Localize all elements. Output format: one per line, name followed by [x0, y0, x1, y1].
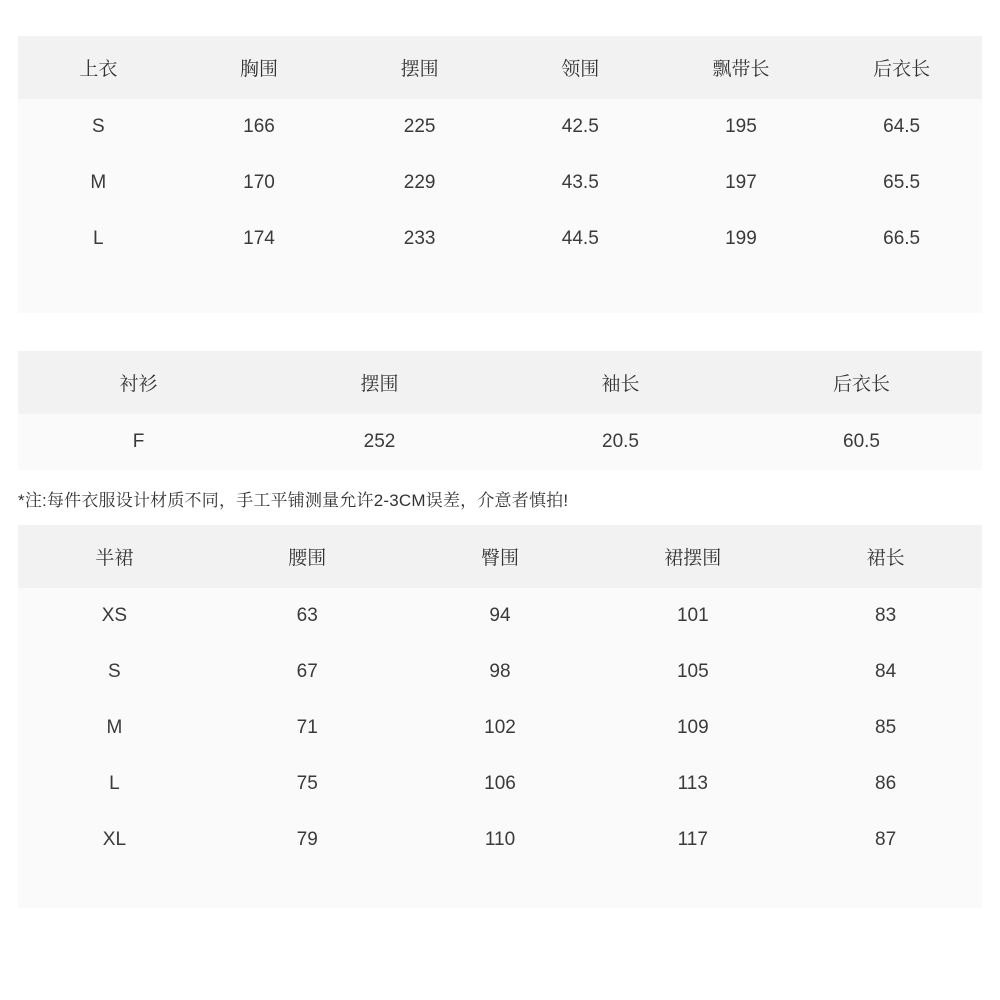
- table-cell-size: XS: [18, 588, 211, 644]
- table-body-top-garment: [18, 99, 982, 267]
- table-cell: 84: [789, 644, 982, 700]
- table-header-row: [18, 351, 982, 414]
- table-cell: 109: [596, 700, 789, 756]
- table-row: [18, 211, 982, 267]
- table-cell-size: F: [18, 414, 259, 470]
- column-header: 摆围: [339, 36, 500, 99]
- column-header: 后衣长: [821, 36, 982, 99]
- table-cell: 170: [179, 155, 340, 211]
- table-cell: 166: [179, 99, 340, 155]
- table-cell: 105: [596, 644, 789, 700]
- table-header-top-garment: [18, 36, 982, 99]
- table-cell: 225: [339, 99, 500, 155]
- table-cell: 229: [339, 155, 500, 211]
- table-cell: 64.5: [821, 99, 982, 155]
- table-cell: 86: [789, 756, 982, 812]
- table-cell: 252: [259, 414, 500, 470]
- table-cell: 102: [404, 700, 597, 756]
- table-cell-size: XL: [18, 812, 211, 868]
- column-header: 衬衫: [18, 351, 259, 414]
- table-cell: 113: [596, 756, 789, 812]
- table-cell: 75: [211, 756, 404, 812]
- table-cell-size: L: [18, 756, 211, 812]
- column-header: 后衣长: [741, 351, 982, 414]
- table-cell: 101: [596, 588, 789, 644]
- table-header-shirt: [18, 351, 982, 414]
- table-cell: 71: [211, 700, 404, 756]
- table-bottom-strip-skirt: [18, 868, 982, 908]
- table-cell: 87: [789, 812, 982, 868]
- table-cell: 106: [404, 756, 597, 812]
- table-header-row: [18, 36, 982, 99]
- column-header: 飘带长: [661, 36, 822, 99]
- table-cell-size: S: [18, 644, 211, 700]
- table-cell: 117: [596, 812, 789, 868]
- table-row: [18, 155, 982, 211]
- table-cell: 44.5: [500, 211, 661, 267]
- column-header: 领围: [500, 36, 661, 99]
- table-header-skirt: [18, 525, 982, 588]
- table-row: [18, 812, 982, 868]
- column-header: 胸围: [179, 36, 340, 99]
- size-table-shirt: [18, 351, 982, 470]
- table-row: [18, 588, 982, 644]
- table-cell: 98: [404, 644, 597, 700]
- table-cell: 42.5: [500, 99, 661, 155]
- table-cell-size: M: [18, 155, 179, 211]
- table-block-top-garment: [18, 36, 982, 267]
- table-cell: 195: [661, 99, 822, 155]
- size-table-skirt: [18, 525, 982, 868]
- table-header-row: [18, 525, 982, 588]
- table-cell: 199: [661, 211, 822, 267]
- column-header: 臀围: [404, 525, 597, 588]
- column-header: 裙长: [789, 525, 982, 588]
- column-header: 半裙: [18, 525, 211, 588]
- table-cell: 20.5: [500, 414, 741, 470]
- table-cell: 67: [211, 644, 404, 700]
- column-header: 摆围: [259, 351, 500, 414]
- table-row: [18, 644, 982, 700]
- column-header: 袖长: [500, 351, 741, 414]
- table-cell: 83: [789, 588, 982, 644]
- table-block-skirt: [18, 525, 982, 868]
- table-bottom-strip-top-garment: [18, 267, 982, 313]
- table-block-shirt: [18, 351, 982, 470]
- table-body-skirt: [18, 588, 982, 868]
- size-table-top-garment: [18, 36, 982, 267]
- table-cell-size: S: [18, 99, 179, 155]
- table-row: [18, 99, 982, 155]
- top-spacer: [0, 0, 1000, 36]
- table-cell: 110: [404, 812, 597, 868]
- table-cell-size: M: [18, 700, 211, 756]
- table-cell: 43.5: [500, 155, 661, 211]
- table-cell: 233: [339, 211, 500, 267]
- table-cell: 65.5: [821, 155, 982, 211]
- column-header: 腰围: [211, 525, 404, 588]
- table-row: [18, 756, 982, 812]
- table-cell: 60.5: [741, 414, 982, 470]
- table-cell: 79: [211, 812, 404, 868]
- table-row: [18, 414, 982, 470]
- table-body-shirt: [18, 414, 982, 470]
- table-row: [18, 700, 982, 756]
- table-cell: 63: [211, 588, 404, 644]
- table-cell: 66.5: [821, 211, 982, 267]
- table-cell: 94: [404, 588, 597, 644]
- table-cell: 174: [179, 211, 340, 267]
- column-header: 上衣: [18, 36, 179, 99]
- table-cell-size: L: [18, 211, 179, 267]
- table-cell: 85: [789, 700, 982, 756]
- measurement-note: *注:每件衣服设计材质不同，手工平铺测量允许2-3CM误差，介意者慎拍!: [18, 491, 569, 510]
- table-cell: 197: [661, 155, 822, 211]
- column-header: 裙摆围: [596, 525, 789, 588]
- section-gap: [0, 313, 1000, 351]
